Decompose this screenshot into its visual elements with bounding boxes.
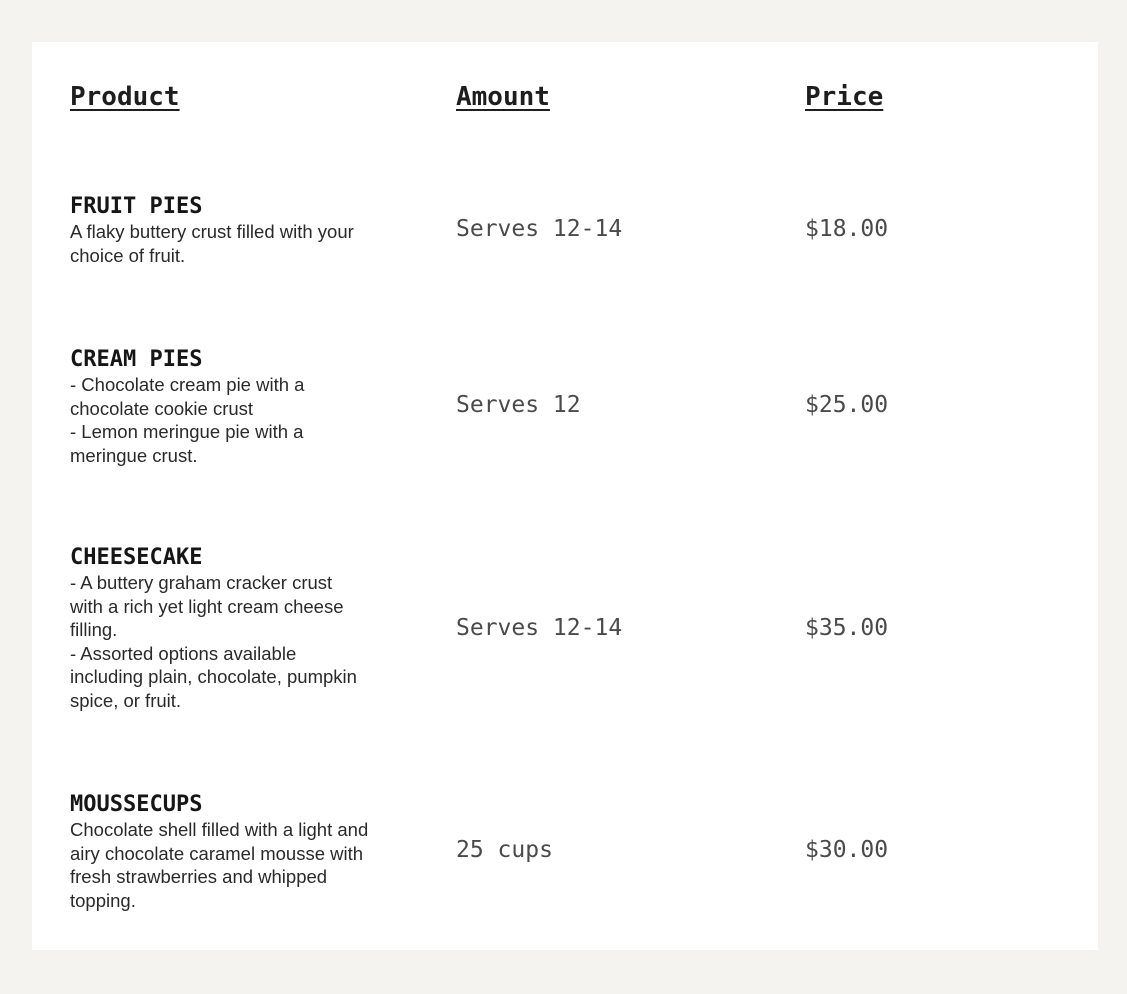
product-cell (70, 792, 370, 912)
price-cell: $25.00 (805, 392, 889, 418)
table-header-row (32, 82, 1098, 118)
product-description: Chocolate shell filled with a light and airy chocolate caramel mousse with fresh strawberries and whipped topping. (70, 819, 369, 911)
product-description: - A buttery graham cracker crust with a rich yet light cream cheese filling. - Assorted options available including plain, chocolate, pumpkin spice, or fruit. (70, 572, 357, 711)
price-cell: $30.00 (805, 837, 889, 863)
product-name: FRUIT PIES (70, 194, 203, 219)
amount-cell: Serves 12-14 (456, 615, 623, 641)
product-name: CREAM PIES (70, 347, 203, 372)
product-description: - Chocolate cream pie with a chocolate cookie crust - Lemon meringue pie with a meringue crust. (70, 374, 305, 466)
header-amount: Amount (456, 82, 550, 112)
product-cell (70, 347, 370, 467)
product-name: CHEESECAKE (70, 545, 203, 570)
product-cell (70, 545, 370, 712)
product-cell (70, 194, 370, 267)
header-product: Product (70, 82, 180, 112)
amount-cell: Serves 12 (456, 392, 581, 418)
price-cell: $35.00 (805, 615, 889, 641)
header-price: Price (805, 82, 884, 112)
amount-cell: Serves 12-14 (456, 216, 623, 242)
product-description: A flaky buttery crust filled with your choice of fruit. (70, 221, 354, 266)
amount-cell: 25 cups (456, 837, 553, 863)
price-table-card (32, 42, 1098, 950)
product-name: MOUSSECUPS (70, 792, 203, 817)
price-cell: $18.00 (805, 216, 889, 242)
